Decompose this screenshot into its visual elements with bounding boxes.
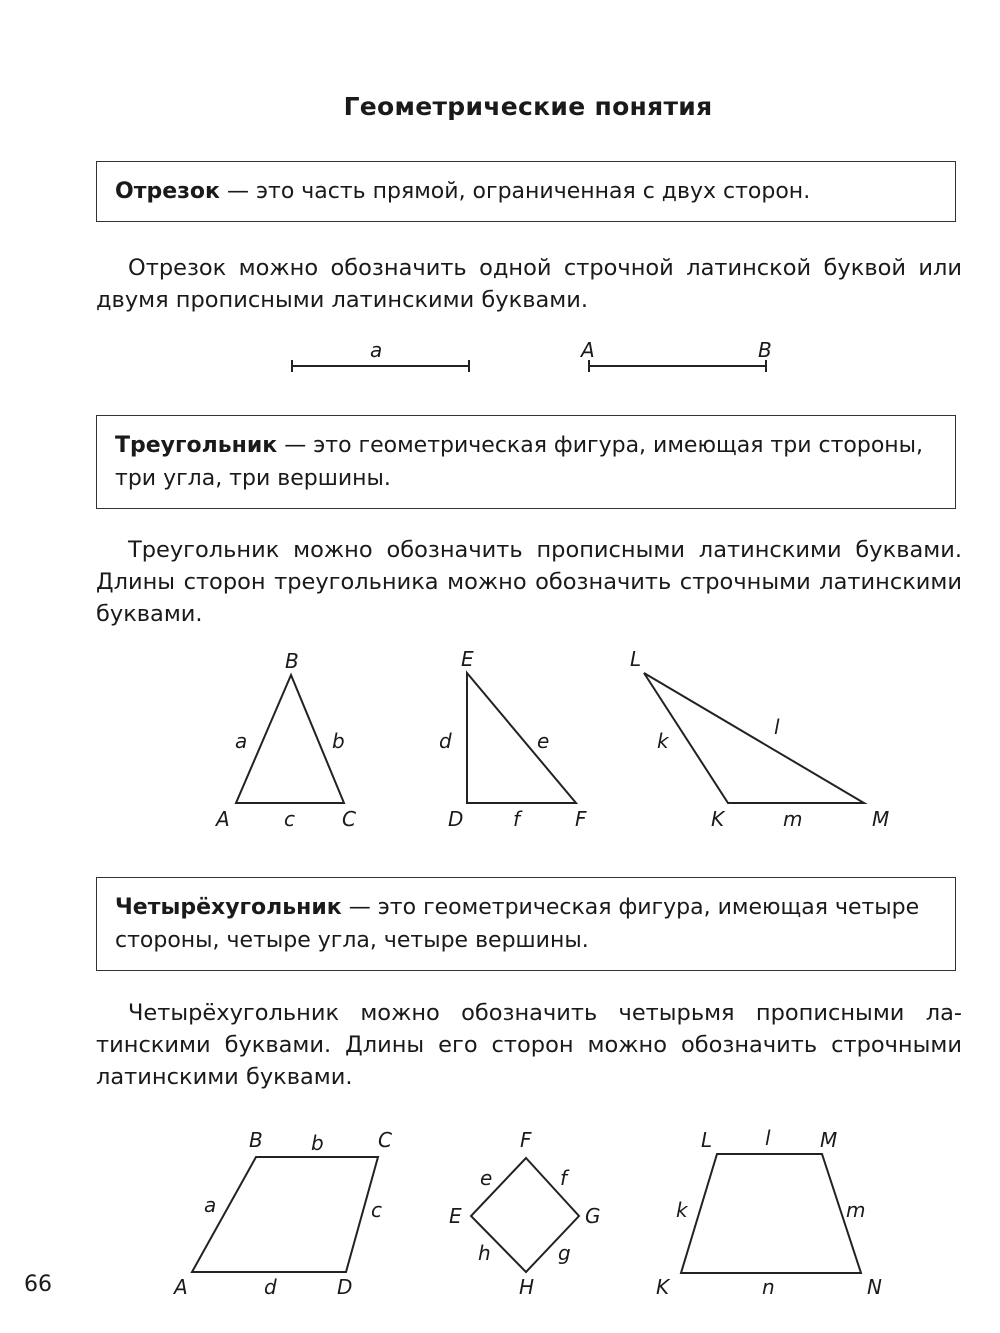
quad1-label-D: D: [337, 1275, 353, 1299]
quad1-label-a: a: [204, 1193, 217, 1217]
quadrilateral-definition-text: — это геометрическая фигура, имеющая четыре стороны, четыре угла, четыре вершины.: [115, 895, 920, 953]
quad2-label-F: F: [520, 1128, 532, 1152]
tri2-label-e: e: [537, 729, 550, 753]
quad2-label-f: f: [560, 1166, 568, 1190]
quad2-label-G: G: [585, 1204, 601, 1228]
tri1-label-B: B: [285, 649, 299, 673]
quadrilateral-paragraph-text: Четырёхугольник можно обозначить четырьмя прописными латинскими буквами. Длины его сторон можно обозначить строчными латинскими буквами.: [96, 1000, 962, 1090]
quad3-label-M: M: [820, 1128, 838, 1152]
quad3-label-L: L: [701, 1128, 713, 1152]
segment-label-a: a: [370, 338, 383, 362]
tri2-label-E: E: [461, 647, 474, 671]
quadrilateral-term: Четырёхугольник: [115, 895, 342, 920]
tri3-label-M: M: [872, 807, 890, 831]
tri1-label-a: a: [235, 729, 248, 753]
segment-label-A: A: [581, 338, 595, 362]
quad3-label-K: K: [656, 1275, 670, 1299]
tri2-label-d: d: [439, 729, 452, 753]
quad1-label-c: c: [371, 1198, 382, 1222]
quad3-label-N: N: [867, 1275, 882, 1299]
triangle-paragraph-text: Треугольник можно обозначить прописными латинскими буквами. Длины сторон треугольника можно обозначить строчными латинскими буквами.: [96, 537, 962, 627]
tri1-label-A: A: [216, 807, 230, 831]
quad2-label-h: h: [478, 1241, 491, 1265]
triangle-term: Треугольник: [115, 433, 278, 458]
quad3-label-k: k: [676, 1198, 688, 1222]
tri2-label-F: F: [575, 807, 587, 831]
tri3-label-m: m: [783, 807, 803, 831]
quadrilateral-ABCD: [192, 1157, 378, 1272]
quad1-label-A: A: [174, 1275, 188, 1299]
triangle-definition-text: — это геометрическая фигура, имеющая три стороны, три угла, три вершины.: [115, 433, 924, 491]
quad1-label-B: B: [249, 1128, 263, 1152]
quad1-label-b: b: [311, 1131, 324, 1155]
quad3-label-n: n: [762, 1275, 775, 1299]
tri1-label-b: b: [332, 729, 345, 753]
tri3-label-K: K: [711, 807, 725, 831]
tri1-label-c: c: [284, 807, 295, 831]
quad2-label-H: H: [519, 1275, 535, 1299]
tri2-label-f: f: [513, 807, 521, 831]
quad1-label-d: d: [264, 1275, 277, 1299]
quad3-label-l: l: [765, 1126, 771, 1150]
segment-paragraph-text: Отрезок можно обозначить одной строчной латинской буквой или двумя прописными латинскими буквами.: [96, 255, 962, 313]
tri1-label-C: C: [342, 807, 356, 831]
quad2-label-e: e: [480, 1166, 493, 1190]
quad3-label-m: m: [846, 1198, 866, 1222]
segment-term: Отрезок: [115, 179, 220, 204]
tri2-label-D: D: [448, 807, 464, 831]
quad1-label-C: C: [378, 1128, 392, 1152]
segment-label-B: B: [758, 338, 772, 362]
tri3-label-l: l: [774, 715, 780, 739]
page-number: 66: [24, 1272, 52, 1297]
quad2-label-g: g: [558, 1241, 571, 1265]
quadrilateral-KLMN: [681, 1154, 861, 1273]
tri3-label-k: k: [657, 729, 669, 753]
tri3-label-L: L: [630, 647, 642, 671]
segment-definition-text: — это часть прямой, ограниченная с двух сторон.: [219, 179, 811, 204]
quad2-label-E: E: [449, 1204, 462, 1228]
page-title: Геометрические понятия: [343, 92, 713, 121]
